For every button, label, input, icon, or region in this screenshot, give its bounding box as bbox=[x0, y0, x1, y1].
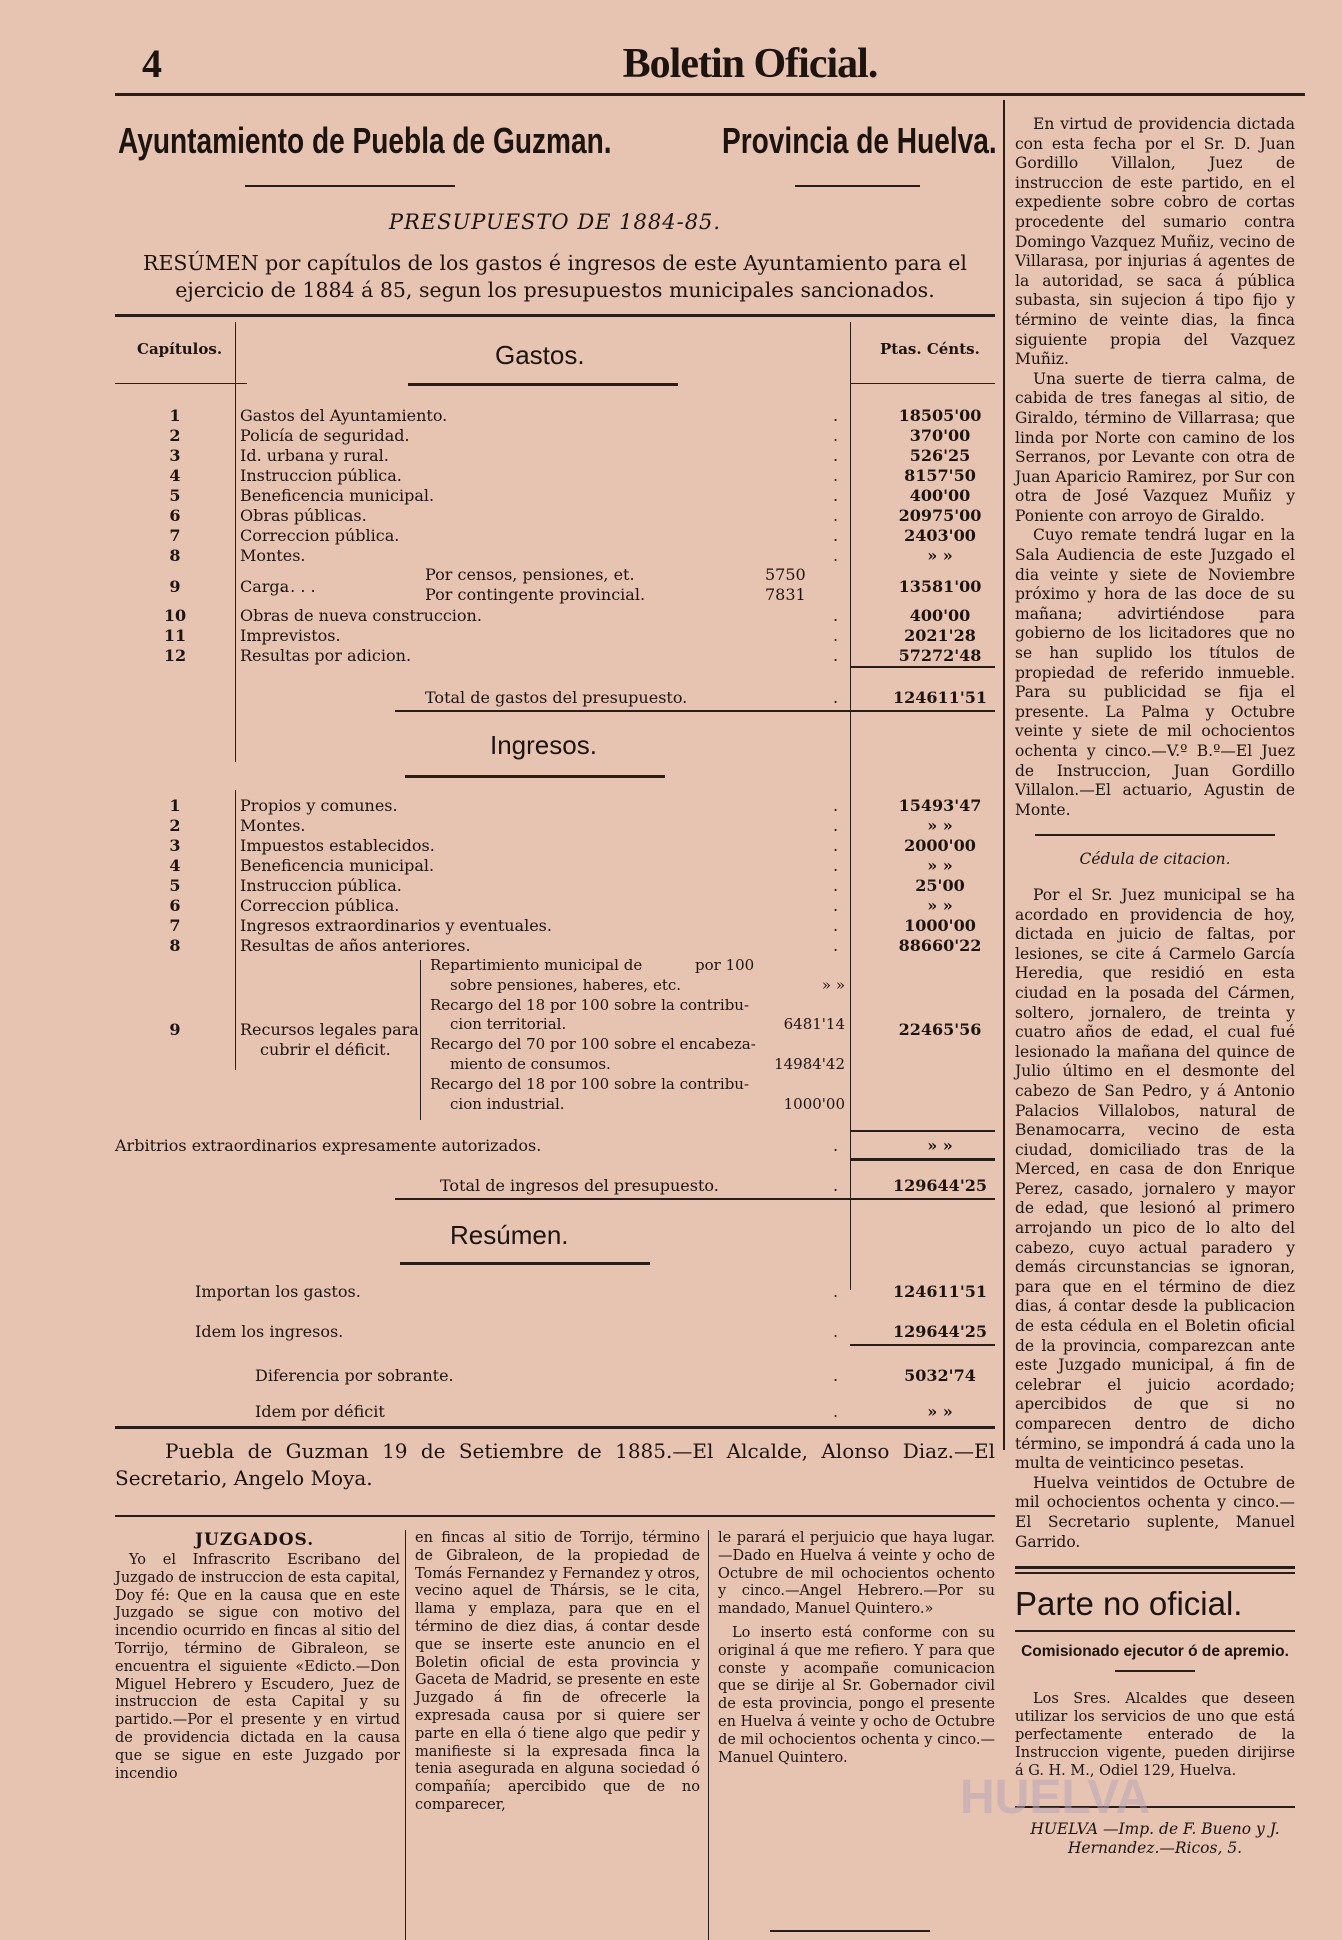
gastos-underline bbox=[408, 383, 678, 386]
recursos-line-text: Recargo del 18 por 100 sobre la contribu- bbox=[430, 995, 750, 1014]
rule bbox=[395, 710, 995, 712]
list-item: 6 Obras públicas. . 20975'00 bbox=[169, 506, 982, 525]
table-top-rule bbox=[115, 314, 995, 317]
list-item: 7 Correccion pública. . 2403'00 bbox=[169, 526, 976, 545]
rule bbox=[1015, 1566, 1295, 1569]
resumen-title: Resúmen. bbox=[450, 1220, 569, 1250]
list-item: 10 Obras de nueva construccion. . 400'00 bbox=[163, 606, 971, 625]
list-item: 2 Montes. . » » bbox=[169, 816, 953, 835]
resumen-row: Idem por déficit . » » bbox=[255, 1402, 953, 1421]
recursos-line-value: » » bbox=[821, 975, 845, 994]
rule bbox=[850, 1344, 995, 1346]
imprenta: HUELVA —Imp. de F. Bueno y J. Hernandez.—Ricos, 5. bbox=[1030, 1819, 1280, 1857]
list-item: 5 Instruccion pública. . 25'00 bbox=[169, 876, 965, 895]
ayuntamiento-heading: Ayuntamiento de Puebla de Guzman. bbox=[118, 120, 612, 161]
rule bbox=[850, 666, 995, 668]
rule bbox=[395, 1198, 995, 1200]
arbitrios-row: Arbitrios extraordinarios expresamente autorizados. . » » bbox=[115, 1136, 953, 1155]
recursos-line-text: cion industrial. bbox=[450, 1094, 565, 1113]
recursos-line-text: Recargo del 70 por 100 sobre el encabeza- bbox=[430, 1035, 756, 1054]
list-item-carga: 9 Carga . . . . Por censos, pensiones, et. Por contingente provincial. 5750 7831 13581'00 bbox=[169, 565, 982, 604]
list-item: 4 Instruccion pública. . 8157'50 bbox=[169, 466, 976, 485]
parte-no-oficial: Parte no oficial. bbox=[1015, 1585, 1243, 1623]
list-item: 8 Montes. . » » bbox=[169, 546, 953, 565]
watermark: HUELVA bbox=[960, 1771, 1151, 1824]
juzgados-col2: en fincas al sitio de Torrijo, término de Gibraleon, de la propiedad de Tomás Fernandez y Fernandez y otros, vecino aquel de Thársis, se le cita, llama y emplaza, para que en el término de diez dias, á contar desde que se inserte este anuncio en el Boletin oficial de esta provincia y Gaceta de Madrid, se presente en este Juzgado á fin de ofrecerle la expresada causa por si quiere ser parte en ella ó tiene algo que pedir y manifieste si la expresada finca la tenia asegurada en alguna sociedad ó compañía; apercibido que de no comparecer, bbox=[415, 1530, 700, 1813]
recursos-line bbox=[115, 1055, 995, 1074]
resumen-intro: RESÚMEN por capítulos de los gastos é ingresos de este Ayuntamiento para el ejercicio de 1884 á 85, segun los presupuestos municipales sancionados. bbox=[143, 251, 967, 302]
cedula-title: Cédula de citacion. bbox=[1079, 850, 1231, 869]
rule bbox=[115, 1426, 995, 1429]
recursos-line-text: miento de consumos. bbox=[450, 1055, 611, 1073]
juzgados-col3: le parará el perjuicio que haya lugar.—Dado en Huelva á veinte y ocho de Octubre de mil ochocientos ochento y cinco.—Angel Hebrero.—Por su mandado, Manuel Quintero.» Lo inserto está conforme con su original á que me refiero. Y para que conste y acompañe comunicacion que se dirije al Sr. Gobernador civil de esta provincia, pongo el presente en Huelva á veinte y ocho de Octubre de mil ochocientos ochenta y cinco.—Manuel Quintero. bbox=[718, 1530, 995, 1766]
col-ptas: Ptas. Cénts. bbox=[880, 340, 980, 358]
resumen-underline bbox=[400, 1262, 650, 1265]
recursos-line bbox=[115, 996, 995, 1015]
recursos-line-text: Recargo del 18 por 100 sobre la contribu- bbox=[430, 1074, 750, 1093]
list-item: 2 Policía de seguridad. . 370'00 bbox=[169, 426, 971, 445]
list-item: 3 Id. urbana y rural. . 526'25 bbox=[169, 446, 971, 465]
rule bbox=[770, 1930, 930, 1932]
recursos-label: cubrir el déficit. bbox=[260, 1040, 391, 1059]
recursos-line-text: Repartimiento municipal de bbox=[430, 956, 643, 974]
recursos-line bbox=[115, 1095, 995, 1114]
juzgados-col1: Yo el Infrascrito Escribano del Juzgado de instruccion de esta capital, Doy fé: Que en la causa que en este Juzgado se sigue con motivo del incendio ocurrido en fincas al sitio del Torrijo, término de Gibraleon, se encuentra el siguiente «Edicto.—Don Miguel Hebrero y Escudero, Juez de instruccion de esta Capital y su partido.—Por el presente y en virtud de providencia dictada en la causa que se sigue en este Juzgado por incendio bbox=[115, 1552, 400, 1782]
resumen-row: Diferencia por sobrante. . 5032'74 bbox=[255, 1366, 976, 1385]
right-column bbox=[1015, 115, 1295, 1858]
total-gastos: Total de gastos del presupuesto. . 124611'51 bbox=[425, 688, 987, 707]
column-divider bbox=[405, 1530, 406, 1940]
recursos-label: 9 Recursos legales para 22465'56 bbox=[169, 1020, 982, 1039]
rule bbox=[1015, 1572, 1295, 1574]
resumen-row: Importan los gastos. . 124611'51 bbox=[195, 1282, 987, 1301]
rule bbox=[1015, 1630, 1295, 1632]
cedula-paragraph: Por el Sr. Juez municipal se ha acordado en providencia de hoy, dictada en juicio de faltas, por lesiones, se cite á Carmelo García Heredia, que residió en esta ciudad en la posada del Cármen, soltero, jornalero, de treinta y cuatro años de edad, el cual fué lesionado la mañana del quince de Julio último en el desmonte del cabezo de San Pedro, y á Antonio Palacios Villalobos, natural de Benamocarra, vecino de esta ciudad, domiciliado tras de la Merced, en casa de don Enrique Perez, casado, jornalero y mayor de edad, que lesionó al primero arrojando un pico de lo alto del cabezo, cuyo actual paradero y demás circunstancias se ignoran, para que en el término de diez dias, á contar desde la publicacion de esta cédula en el Boletin oficial de la provincia, comparezcan ante este Juzgado municipal, á fin de celebrar el juicio acordado; apercibidos de que si no comparecen dentro de dicho término, se impondrá á cada uno la multa de veinticinco pesetas. bbox=[1015, 885, 1295, 1473]
ingresos-underline bbox=[405, 775, 665, 778]
list-item: 8 Resultas de años anteriores. . 88660'22 bbox=[169, 936, 982, 955]
gastos-title: Gastos. bbox=[495, 340, 585, 370]
presupuesto-title: PRESUPUESTO DE 1884-85. bbox=[388, 210, 722, 234]
list-item: 6 Correccion pública. . » » bbox=[169, 896, 953, 915]
page-title: Boletin Oficial. bbox=[622, 41, 878, 87]
list-item: 7 Ingresos extraordinarios y eventuales. . 1000'00 bbox=[169, 916, 976, 935]
list-item: 1 Gastos del Ayuntamiento. . 18505'00 bbox=[169, 406, 982, 425]
recursos-line bbox=[115, 1075, 995, 1094]
cedula-paragraph: Huelva veintidos de Octubre de mil ochocientos ochenta y cinco.—El Secretario suplente, Manuel Garrido. bbox=[1015, 1473, 1295, 1551]
comisionado-title: Comisionado ejecutor ó de apremio. bbox=[1021, 1643, 1289, 1661]
ornament-rule bbox=[245, 185, 455, 187]
ingresos-title: Ingresos. bbox=[490, 730, 597, 760]
juzgados-title: JUZGADOS. bbox=[195, 1530, 315, 1550]
rule bbox=[1115, 1670, 1195, 1672]
rule bbox=[850, 383, 995, 384]
recursos-line-value: 1000'00 bbox=[783, 1094, 845, 1113]
col-capitulos: Capítulos. bbox=[137, 340, 223, 358]
recursos-line bbox=[115, 976, 995, 995]
comisionado-paragraph: Los Sres. Alcaldes que deseen utilizar los servicios de uno que está perfectamente enterado de la Instruccion vigente, pueden dirijirse á G. H. M., Odiel 129, Huelva. bbox=[1015, 1690, 1295, 1779]
rule bbox=[115, 1515, 995, 1517]
recursos-line-text: cion territorial. bbox=[450, 1015, 567, 1034]
recursos-line-value: 6481'14 bbox=[783, 1015, 845, 1034]
header-rule bbox=[115, 93, 1305, 96]
recursos-line bbox=[115, 1015, 995, 1034]
list-item: 5 Beneficencia municipal. . 400'00 bbox=[169, 486, 971, 505]
signature: Puebla de Guzman 19 de Setiembre de 1885.—El Alcalde, Alonso Diaz.—El Secretario, Angelo Moya. bbox=[115, 1439, 995, 1490]
list-item: 1 Propios y comunes. . 15493'47 bbox=[169, 796, 982, 815]
list-item: 3 Impuestos establecidos. . 2000'00 bbox=[169, 836, 976, 855]
recursos-line bbox=[115, 1035, 995, 1054]
column-divider bbox=[1003, 100, 1005, 1450]
recursos-line-value: 14984'42 bbox=[774, 1055, 845, 1073]
recursos-line-text: sobre pensiones, haberes, etc. bbox=[450, 975, 682, 994]
ornament-rule bbox=[795, 185, 920, 187]
subasta-paragraph: En virtud de providencia dictada con esta fecha por el Sr. D. Juan Gordillo Villalon, Juez de instruccion de este partido, en el expediente sobre cobro de cortas procedente del sumario contra Domingo Vazquez Muñiz, vecino de Villarasa, por injurias á agentes de la autoridad, se saca á pública subasta, sin sujecion á tipo fijo y término de veinte dias, la finca siguiente propia del Vazquez Muñiz. bbox=[1015, 115, 1295, 369]
resumen-row: Idem los ingresos. . 129644'25 bbox=[195, 1322, 987, 1341]
list-item: 12 Resultas por adicion. . 57272'48 bbox=[163, 646, 982, 665]
list-item: 4 Beneficencia municipal. . » » bbox=[169, 856, 953, 875]
provincia-heading: Provincia de Huelva. bbox=[722, 120, 997, 161]
rule bbox=[1035, 834, 1275, 836]
list-item: 11 Imprevistos. . 2021'28 bbox=[163, 626, 976, 645]
subasta-paragraph: Cuyo remate tendrá lugar en la Sala Audiencia de este Juzgado el dia veinte y siete de Noviembre próximo y hora de las doce de su mañana; advirtiéndose para gobierno de los licitadores que no se han suplido los títulos de propiedad de referido inmueble. Para su publicidad se fija el presente. La Palma y Octubre veinte y siete de mil ochocientos ochenta y cinco.—V.º B.º—El Juez de Instruccion, Juan Gordillo Villalon.—El actuario, Agustin de Monte. bbox=[1015, 526, 1295, 819]
total-ingresos: Total de ingresos del presupuesto. . 129644'25 bbox=[440, 1176, 987, 1195]
recursos-line bbox=[115, 956, 995, 975]
recursos-line-text: por 100 bbox=[695, 956, 755, 974]
rule bbox=[850, 1158, 995, 1161]
subasta-paragraph: Una suerte de tierra calma, de cabida de tres fanegas al sitio, de Giraldo, término de Villarrasa; que linda por Norte con camino de los Serranos, por Levante con otra de Juan Aparicio Ramirez, por Sur con otra de José Vazquez Muñiz y Poniente con arroyo de Giraldo. bbox=[1015, 369, 1295, 525]
page-number: 4 bbox=[142, 41, 162, 86]
column-divider bbox=[708, 1530, 709, 1940]
rule bbox=[850, 1130, 995, 1132]
rule bbox=[115, 383, 247, 384]
